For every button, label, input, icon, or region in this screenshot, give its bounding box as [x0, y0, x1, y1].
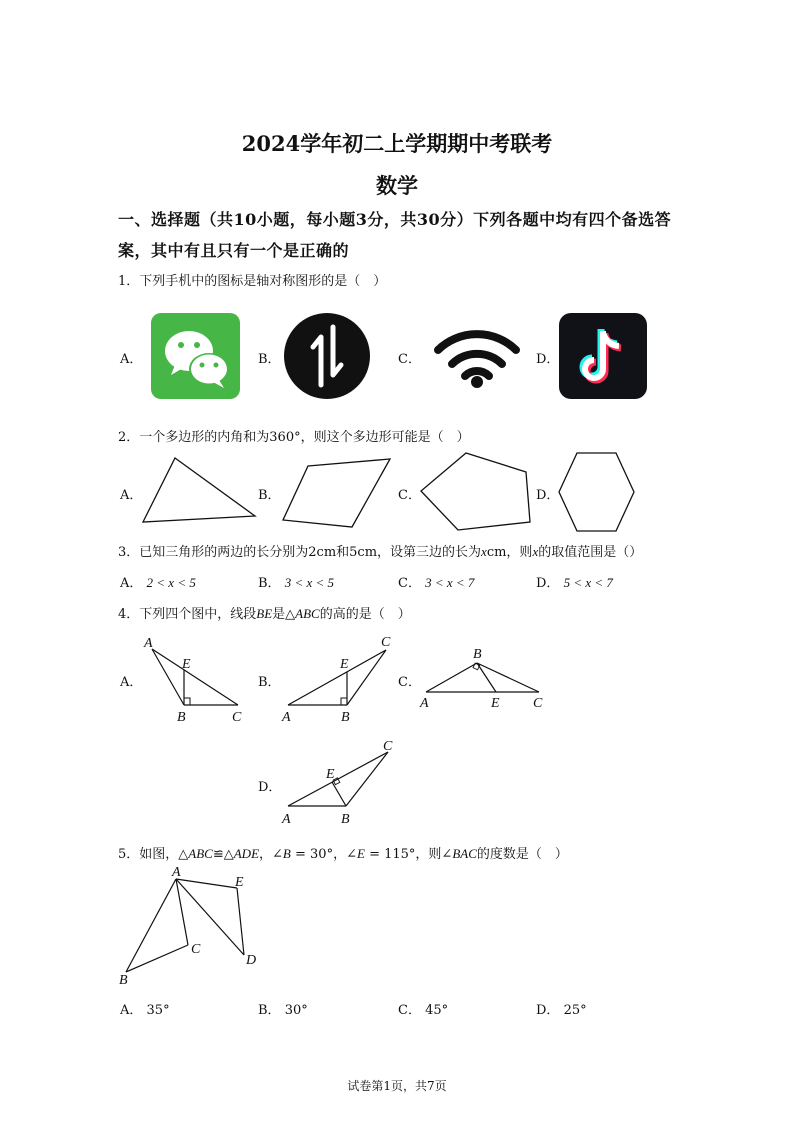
- point-label-e: E: [491, 696, 500, 711]
- point-label-b: B: [341, 812, 350, 827]
- question-5-stem: 5．如图，△ABC≌△ADE，∠B = 30°，∠E = 115°，则∠BAC的度数是（ ）: [118, 846, 568, 862]
- q3-option-b: B． 3 < x < 5: [258, 575, 335, 591]
- q4-option-a-label: A．: [120, 675, 143, 690]
- point-label-a: A: [420, 696, 429, 711]
- section-heading-line2: 案，其中有且只有一个是正确的: [118, 241, 350, 260]
- subject-title: 数学: [376, 173, 418, 198]
- q4-option-d-label: D．: [258, 780, 282, 795]
- q2-option-b-label: B．: [258, 488, 281, 503]
- q5-option-d: D． 25°: [536, 1003, 587, 1018]
- hexagon-figure: [556, 450, 636, 534]
- point-label-b: B: [341, 710, 350, 724]
- section-heading-line1: 一、选择题（共10小题，每小题3分，共30分）下列各题中均有四个备选答: [118, 210, 672, 229]
- point-label-b: B: [119, 973, 128, 988]
- q2-option-d-label: D．: [536, 488, 560, 503]
- q2-option-a-label: A．: [120, 488, 143, 503]
- question-1-stem: 1．下列手机中的图标是轴对称图形的是（ ）: [118, 274, 387, 289]
- question-4-stem: 4．下列四个图中，线段BE是△ABC的高的是（ ）: [118, 606, 411, 622]
- page-title: 2024学年初二上学期期中考联考: [241, 131, 553, 156]
- wechat-icon: [151, 313, 240, 399]
- point-label-a: A: [282, 812, 291, 827]
- q3-option-a: A． 2 < x < 5: [120, 575, 196, 591]
- q4-figure-a: [140, 632, 250, 724]
- point-label-e: E: [182, 657, 191, 672]
- q5-option-a: A． 35°: [120, 1003, 170, 1018]
- q5-figure: [114, 864, 264, 988]
- tiktok-icon: [559, 313, 647, 399]
- point-label-c: C: [381, 635, 391, 650]
- question-2-stem: 2．一个多边形的内角和为360°，则这个多边形可能是（ ）: [118, 430, 470, 445]
- q4-option-c-label: C．: [398, 675, 421, 690]
- point-label-c: C: [533, 696, 543, 711]
- q4-option-b-label: B．: [258, 675, 281, 690]
- point-label-e: E: [326, 767, 335, 782]
- q1-option-d-label: D．: [536, 352, 560, 367]
- point-label-b: B: [473, 647, 482, 662]
- transfer-arrows-icon: [281, 313, 373, 399]
- q1-option-b-label: B．: [258, 352, 281, 367]
- point-label-c: C: [191, 942, 201, 957]
- variable-x: x: [532, 544, 539, 559]
- q3-option-d: D． 5 < x < 7: [536, 575, 613, 591]
- point-label-e: E: [235, 875, 244, 890]
- point-label-e: E: [340, 657, 349, 672]
- q1-option-a-label: A．: [120, 352, 143, 367]
- point-label-a: A: [172, 865, 181, 880]
- q1-option-c-label: C．: [398, 352, 421, 367]
- q5-option-c: C． 45°: [398, 1003, 449, 1018]
- quadrilateral-figure: [280, 455, 394, 529]
- point-label-c: C: [232, 710, 242, 724]
- q4-figure-b: [278, 632, 400, 724]
- q3-option-c: C． 3 < x < 7: [398, 575, 475, 591]
- pentagon-figure: [418, 450, 534, 534]
- point-label-c: C: [383, 739, 393, 754]
- q4-figure-d: [278, 736, 400, 828]
- point-label-a: A: [282, 710, 291, 724]
- q2-option-c-label: C．: [398, 488, 421, 503]
- q5-option-b: B． 30°: [258, 1003, 308, 1018]
- point-label-a: A: [144, 636, 153, 651]
- question-3-stem: 3．已知三角形的两边的长分别为2cm和5cm，设第三边的长为xcm，则x的取值范围是（）: [118, 544, 643, 560]
- point-label-d: D: [246, 953, 257, 968]
- q4-figure-c: [416, 643, 550, 713]
- variable-x: x: [481, 544, 487, 559]
- page-footer: 试卷第1页，共7页: [347, 1079, 447, 1093]
- wifi-icon: [432, 320, 522, 392]
- triangle-figure: [140, 455, 260, 525]
- point-label-b: B: [177, 710, 186, 724]
